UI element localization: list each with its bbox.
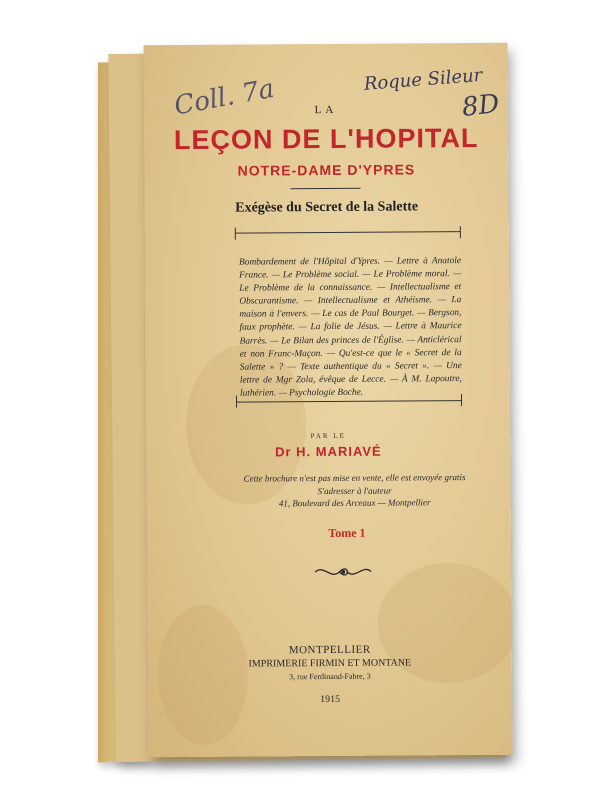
author-name: Dr H. MARIAVÉ [274, 443, 382, 460]
volume-label: Tome 1 [328, 525, 366, 541]
notice-line: S'adresser à l'auteur [317, 485, 392, 496]
contents-summary: Bombardement de l'Hôpital d'Ypres. — Lettre à Anatole France. — Le Problème social. — Le Problème moral. — Le Problème de la connaissance. — Intellectualisme et Obscurantisme. — Intellectualisme et Athéisme. — La maison à l'envers. — Le cas de Paul Bourget. — Bergson, faux prophète. — La folie de Jésus. — Lettre à Maurice Barrès. — Le Bilan des princes de l'Église. — Anticlérical et non Franc-Maçon. — Qu'est-ce que le « Secret de la Salette » ? — Texte authentique du « Secret ». — Une lettre de Mgr Zola, évêque de Lecce. — À M. Lapoutre, luthérien. — Psychologie Boche. [239, 256, 462, 399]
by-line: PAR LE [310, 431, 346, 441]
title-article: LA [314, 103, 338, 117]
divider [291, 188, 361, 189]
publication-year: 1915 [320, 693, 341, 706]
notice-line: 41, Boulevard des Arceaux — Montpellier [278, 497, 431, 509]
book-subtitle: NOTRE-DAME D'YPRES [237, 161, 416, 179]
handwritten-code: 8D [460, 88, 501, 123]
notice-line: Cette brochure n'est pas mise en vente, elle est envoyée gratis [243, 472, 466, 484]
handwritten-note-left: Coll. 7a [172, 73, 277, 122]
ornament-icon [313, 564, 373, 580]
book-tagline: Exégèse du Secret de la Salette [235, 199, 419, 216]
distribution-notice [235, 471, 475, 510]
book-cover [144, 43, 513, 758]
printer-address: 3, rue Ferdinand-Fabre, 3 [289, 671, 371, 682]
printer-name: IMPRIMERIE FIRMIN ET MONTANE [248, 657, 412, 670]
book-title: LEÇON DE L'HOPITAL [173, 122, 479, 156]
handwritten-note-right: Roque Sileur [363, 64, 483, 95]
publication-city: MONTPELLIER [288, 643, 371, 657]
